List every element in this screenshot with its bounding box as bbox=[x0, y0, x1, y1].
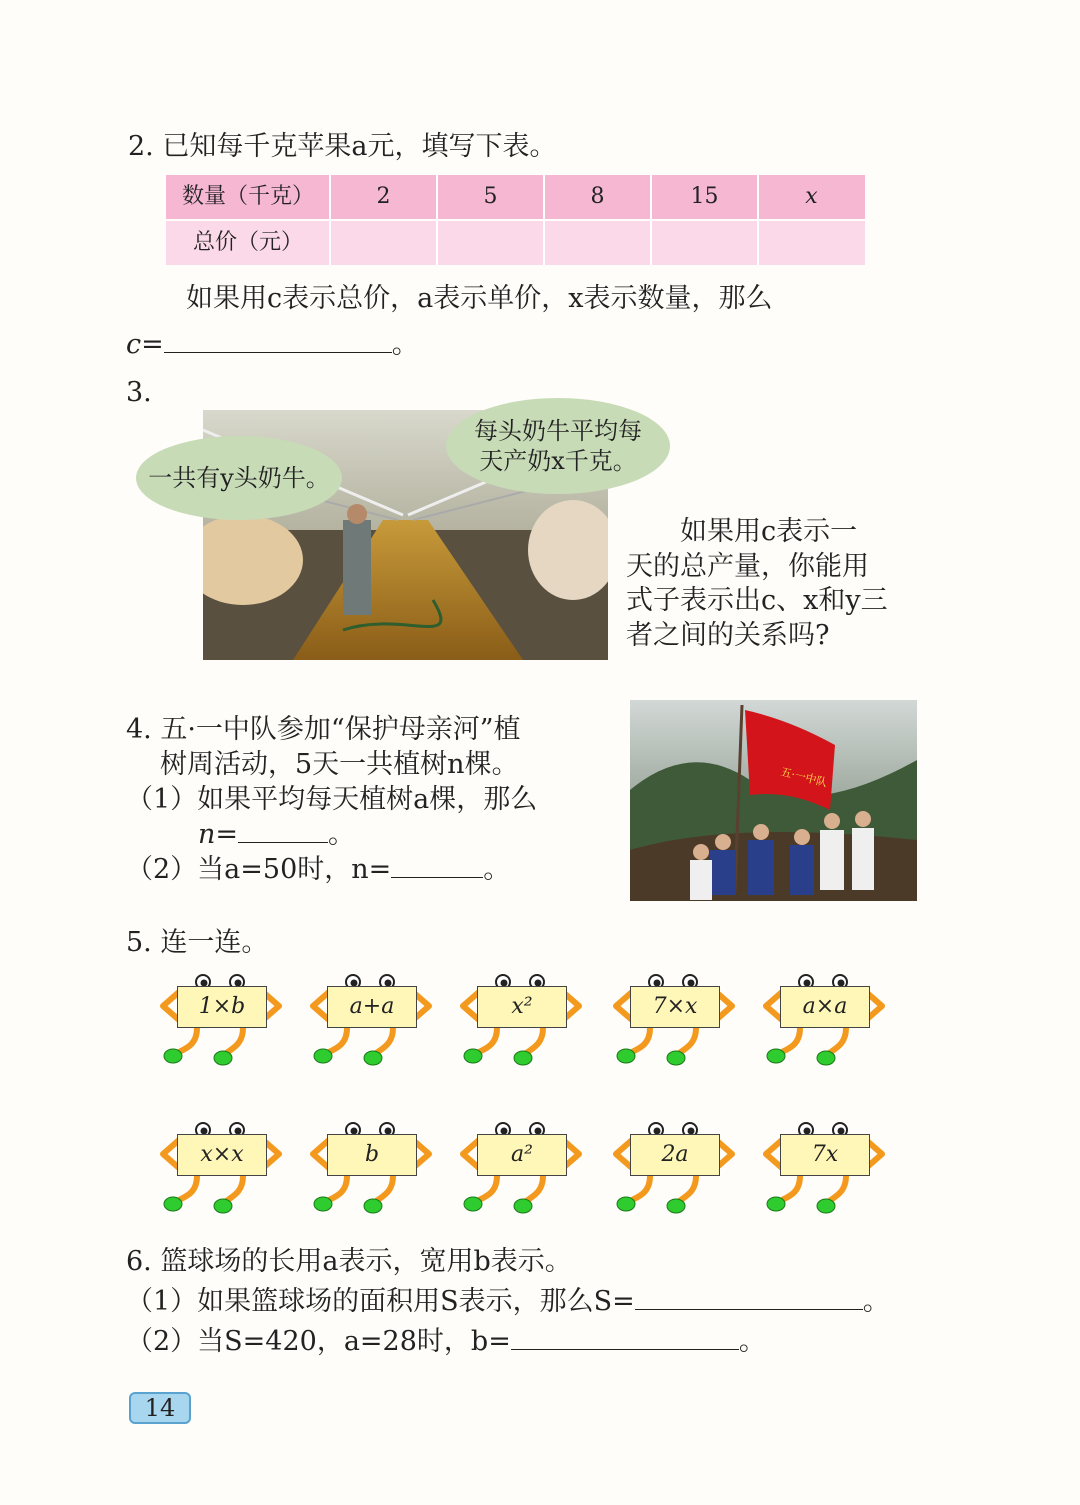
speech-bubble-left: 一共有y头奶牛。 bbox=[136, 436, 342, 520]
expression-card[interactable] bbox=[307, 1120, 432, 1220]
expression-label: 7×x bbox=[630, 986, 720, 1028]
table-row-quantity bbox=[166, 175, 865, 219]
expression-label: 7x bbox=[780, 1134, 870, 1176]
answer-blank bbox=[164, 330, 392, 353]
table-cell: 5 bbox=[483, 184, 498, 209]
expression-label: a+a bbox=[327, 986, 417, 1028]
answer-blank bbox=[635, 1287, 863, 1310]
q2-title: 2. 已知每千克苹果a元，填写下表。 bbox=[128, 131, 557, 162]
expression-label: x² bbox=[477, 986, 567, 1028]
answer-blank bbox=[238, 820, 328, 843]
expression-card[interactable] bbox=[610, 972, 735, 1072]
q5-title: 5. 连一连。 bbox=[126, 927, 269, 958]
expression-card[interactable] bbox=[760, 1120, 885, 1220]
table-cell: 2 bbox=[376, 184, 391, 209]
table-cell: 8 bbox=[590, 184, 605, 209]
expression-card[interactable] bbox=[157, 1120, 282, 1220]
speech-bubble-right: 每头奶牛平均每 天产奶x千克。 bbox=[446, 398, 670, 494]
table-row-total bbox=[166, 221, 865, 265]
answer-blank bbox=[391, 855, 483, 878]
table-header-quantity: 数量（千克） bbox=[181, 184, 314, 209]
expression-label: 2a bbox=[630, 1134, 720, 1176]
expression-card[interactable] bbox=[457, 1120, 582, 1220]
q6-sub1: （1）如果篮球场的面积用S表示，那么S= 。 bbox=[126, 1286, 890, 1317]
q4-line1: 4. 五·一中队参加“保护母亲河”植 bbox=[126, 714, 521, 745]
price-table bbox=[166, 175, 865, 265]
expression-card[interactable] bbox=[157, 972, 282, 1072]
answer-blank bbox=[511, 1327, 739, 1350]
q4-sub1-formula: n= 。 bbox=[198, 819, 356, 850]
table-cell: x bbox=[805, 184, 818, 209]
q6-text bbox=[126, 1242, 890, 1362]
expression-label: x×x bbox=[177, 1134, 267, 1176]
table-cell: 15 bbox=[690, 184, 719, 209]
expression-card[interactable] bbox=[307, 972, 432, 1072]
expression-card[interactable] bbox=[610, 1120, 735, 1220]
q3-number: 3. bbox=[126, 377, 152, 408]
expression-label: a² bbox=[477, 1134, 567, 1176]
q4-text bbox=[126, 712, 537, 887]
q4-line2: 树周活动，5天一共植树n棵。 bbox=[160, 749, 519, 780]
expression-label: 1×b bbox=[177, 986, 267, 1028]
page-number: 14 bbox=[129, 1392, 191, 1424]
svg-text:五·一中队: 五·一中队 bbox=[779, 765, 829, 790]
q4-sub2: （2）当a=50时，n= 。 bbox=[126, 854, 511, 885]
q6-sub2: （2）当S=420，a=28时，b= 。 bbox=[126, 1326, 766, 1357]
expression-card[interactable] bbox=[760, 972, 885, 1072]
q2-description: 如果用c表示总价，a表示单价，x表示数量，那么 bbox=[186, 283, 773, 314]
expression-card[interactable] bbox=[457, 972, 582, 1072]
expression-label: b bbox=[327, 1134, 417, 1176]
table-header-total: 总价（元） bbox=[192, 230, 303, 255]
q4-sub1: （1）如果平均每天植树a棵，那么 bbox=[126, 784, 538, 815]
q2-formula: c= 。 bbox=[126, 329, 419, 360]
expression-label: a×a bbox=[780, 986, 870, 1028]
q6-title: 6. 篮球场的长用a表示，宽用b表示。 bbox=[126, 1246, 572, 1277]
q3-question: 如果用c表示一 天的总产量，你能用 式子表示出c、x和y三 者之间的关系吗? bbox=[626, 516, 888, 651]
tree-planting-photo bbox=[630, 700, 917, 901]
